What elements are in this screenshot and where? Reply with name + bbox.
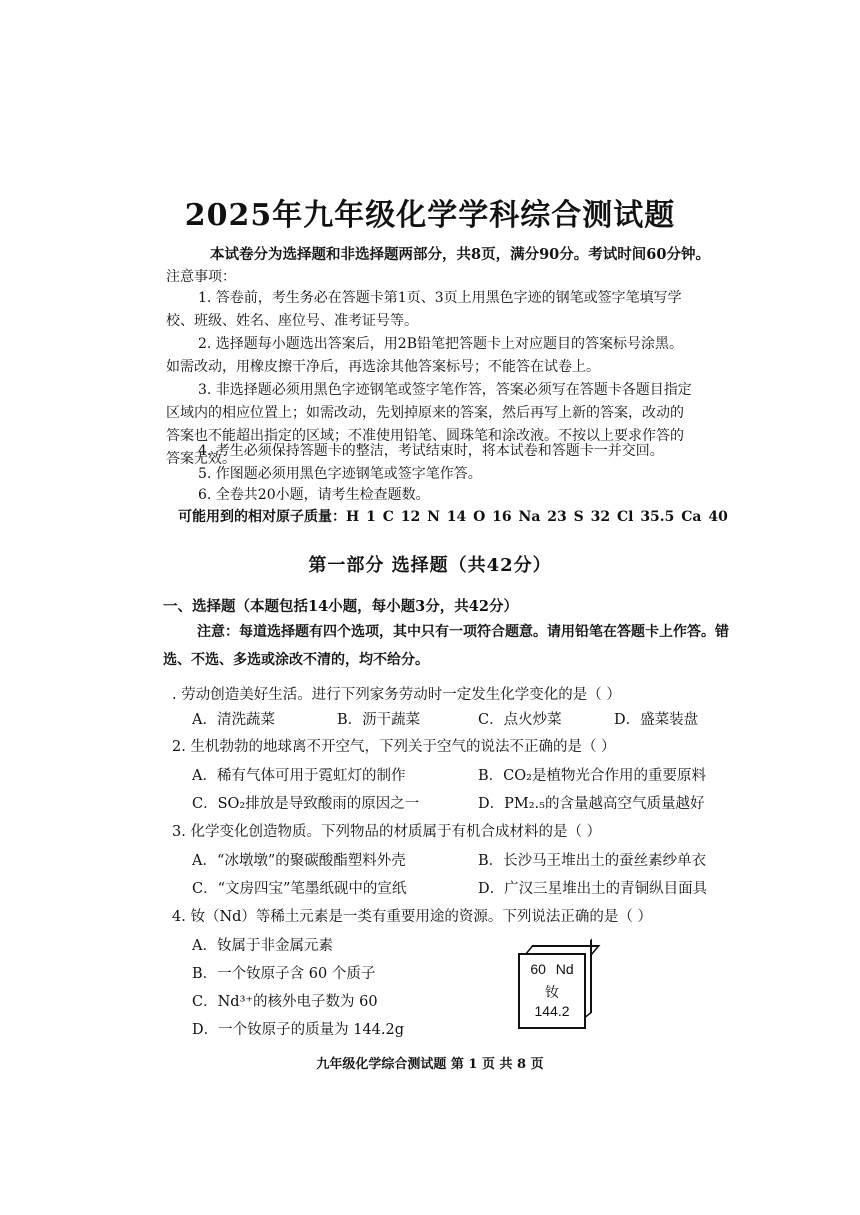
element-number-symbol	[520, 961, 584, 977]
option-d: D．广汉三星堆出土的青铜纵目面具	[478, 881, 708, 897]
option-b: B．CO₂是植物光合作用的重要原料	[478, 768, 706, 784]
note-text: 6. 全卷共20小题，请考生检查题数。	[198, 487, 430, 503]
part-title: 第一部分 选择题（共42分）	[308, 555, 552, 576]
option-d: D．盛菜装盘	[614, 712, 699, 728]
element-name: 钕	[545, 984, 559, 1000]
exam-title: 2025年九年级化学学科综合测试题	[184, 198, 676, 233]
option-b: B．沥干蔬菜	[337, 712, 421, 728]
note-text: 3. 非选择题必须用黑色字迹钢笔或签字笔作答，答案必须写在答题卡各题目指定区域内的相应位置上；如需改动，先划掉原来的答案，然后再写上新的答案，改动的答案也不能超出指定的区域；不准使用铅笔、圆珠笔和涂改液。不按以上要求作答的答案无效。	[166, 382, 692, 467]
element-card	[518, 953, 586, 1029]
option-c: C．SO₂排放是导致酸雨的原因之一	[192, 796, 420, 812]
element-mass: 144.2	[534, 1003, 570, 1019]
option-a: A．“冰墩墩”的聚碳酸酯塑料外壳	[192, 853, 406, 869]
note-item	[166, 484, 696, 507]
mc-heading: 一、选择题（本题包括14小题，每小题3分，共42分）	[163, 598, 518, 615]
note-item	[166, 463, 696, 486]
element-atomic-number: 60	[530, 961, 546, 977]
question-stem: 4. 钕（Nd）等稀土元素是一类有重要用途的资源。下列说法正确的是（ ）	[172, 909, 653, 925]
note-text: 2. 选择题每小题选出答案后，用2B铅笔把答题卡上对应题目的答案标号涂黑。如需改动，用橡皮擦干净后，再选涂其他答案标号；不能答在试卷上。	[166, 336, 684, 375]
exam-subtitle: 本试卷分为选择题和非选择题两部分，共8页，满分90分。考试时间60分钟。	[210, 246, 710, 263]
option-b: B．长沙马王堆出土的蚕丝素纱单衣	[478, 853, 707, 869]
question-stem: 2. 生机勃勃的地球离不开空气，下列关于空气的说法不正确的是（ ）	[172, 739, 616, 755]
option-d: D．PM₂.₅的含量越高空气质量越好	[478, 796, 705, 812]
option-c: C．点火炒菜	[478, 712, 562, 728]
note-item	[166, 333, 696, 379]
mc-note-line1: 注意：每道选择题有四个选项，其中只有一项符合题意。请用铅笔在答题卡上作答。错	[197, 624, 729, 640]
note-text: 4. 考生必须保持答题卡的整洁，考试结束时，将本试卷和答题卡一并交回。	[198, 443, 664, 459]
question-stem: . 劳动创造美好生活。进行下列家务劳动时一定发生化学变化的是（ ）	[172, 687, 621, 703]
element-symbol: Nd	[555, 961, 574, 977]
option-a: A．清洗蔬菜	[192, 712, 275, 728]
note-item	[166, 287, 696, 333]
option-a: A．钕属于非金属元素	[192, 938, 333, 954]
question-stem: 3. 化学变化创造物质。下列物品的材质属于有机合成材料的是（ ）	[172, 824, 602, 840]
option-b: B．一个钕原子含 60 个质子	[192, 966, 376, 982]
note-item	[166, 440, 696, 463]
option-d: D．一个钕原子的质量为 144.2g	[192, 1022, 405, 1038]
mc-note-line2: 选、不选、多选或涂改不清的，均不给分。	[163, 652, 429, 668]
page-footer: 九年级化学综合测试题 第 1 页 共 8 页	[316, 1057, 544, 1072]
option-a: A．稀有气体可用于霓虹灯的制作	[192, 768, 406, 784]
atomic-masses: 可能用到的相对原子质量：H 1 C 12 N 14 O 16 Na 23 S 32 Cl 35.5 Ca 40	[178, 509, 728, 525]
option-c: C．Nd³⁺的核外电子数为 60	[192, 994, 378, 1010]
note-text: 5. 作图题必须用黑色字迹钢笔或签字笔作答。	[198, 466, 482, 482]
note-text: 1. 答卷前，考生务必在答题卡第1页、3页上用黑色字迹的钢笔或签字笔填写学校、班级、姓名、座位号、准考证号等。	[166, 290, 682, 329]
option-c: C．“文房四宝”笔墨纸砚中的宣纸	[192, 881, 407, 897]
notes-label: 注意事项：	[166, 269, 236, 285]
